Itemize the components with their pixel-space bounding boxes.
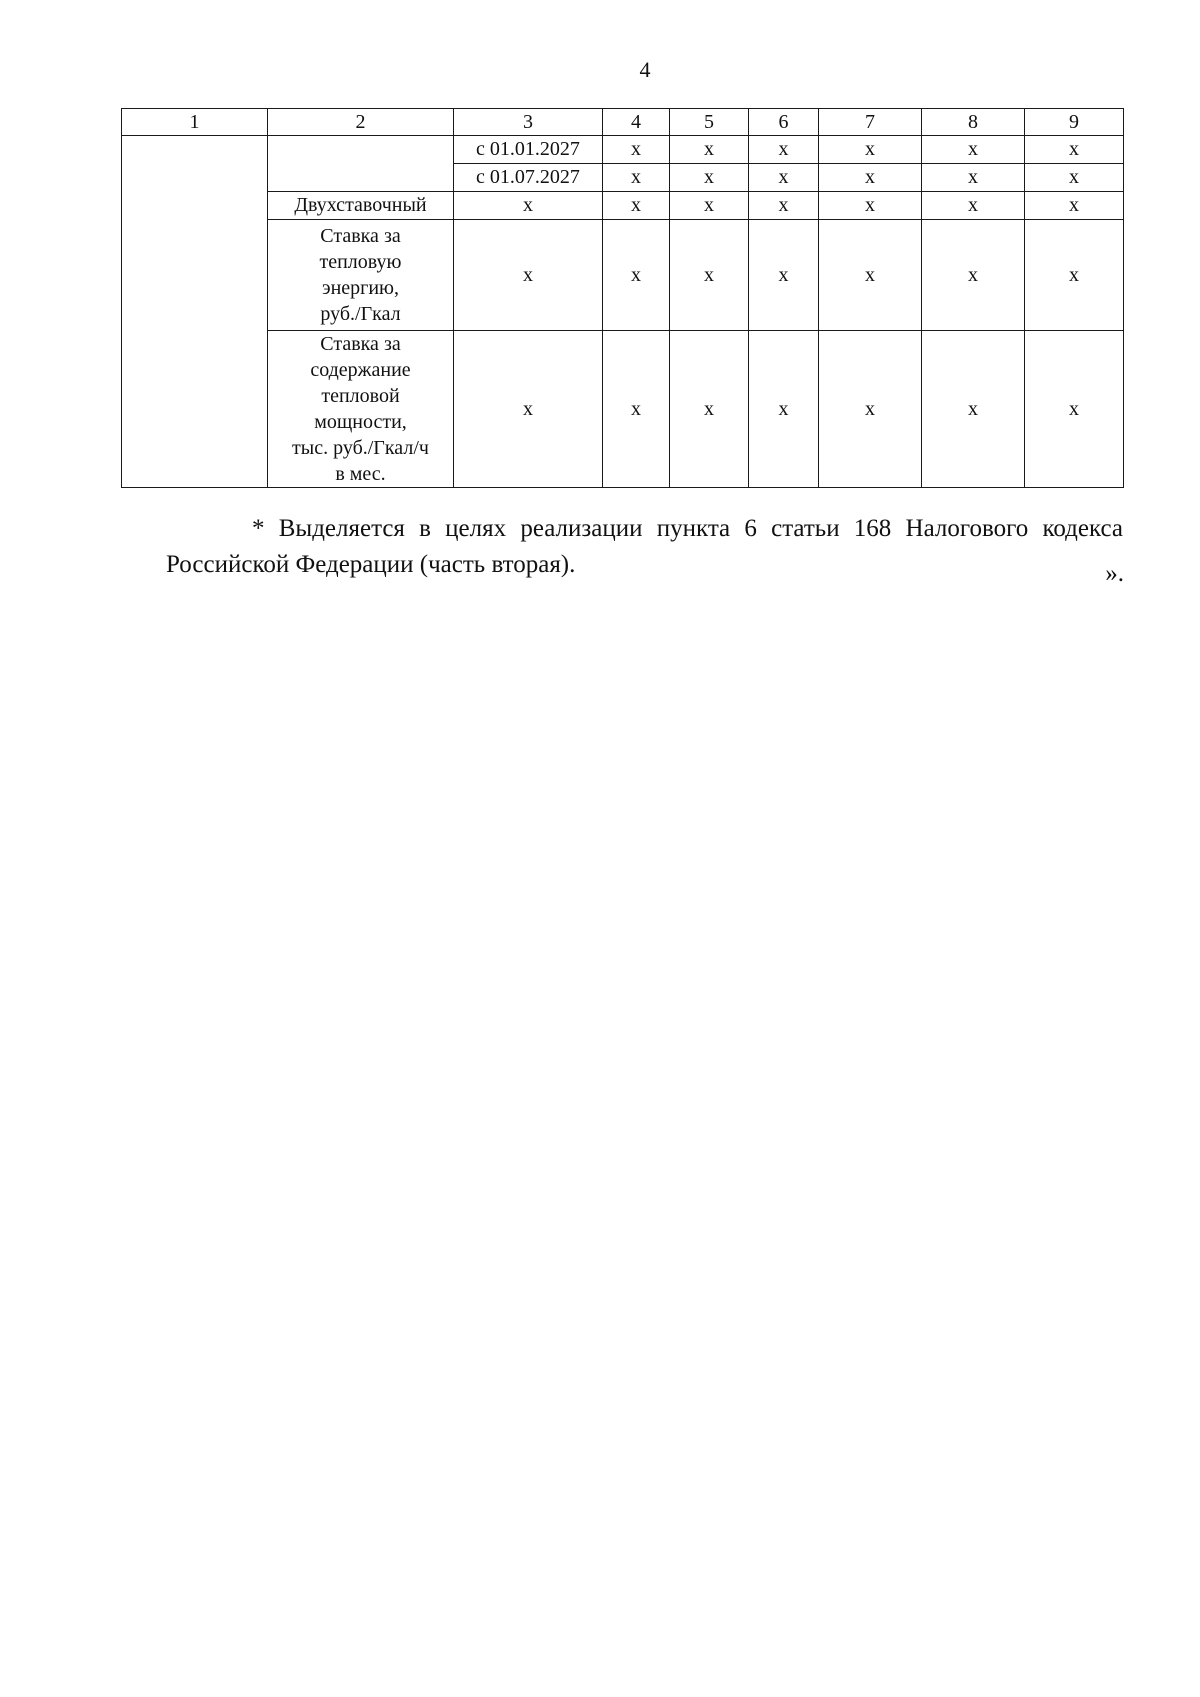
table-header-row xyxy=(122,109,1124,136)
table-cell-value: х xyxy=(749,331,819,488)
table-cell-value: х xyxy=(1025,136,1124,164)
footnote: * Выделяется в целях реализации пункта 6 статьи 168 Налогового кодекса Российской Федерации (часть вторая). xyxy=(166,515,1123,578)
table-cell-period: с 01.01.2027 xyxy=(454,136,603,164)
table-cell-value: х xyxy=(603,331,670,488)
column-header: 9 xyxy=(1025,109,1124,136)
column-header: 4 xyxy=(603,109,670,136)
table-row xyxy=(122,136,1124,164)
table-cell-value: х xyxy=(670,192,749,220)
column-header: 1 xyxy=(122,109,268,136)
table-cell-value: х xyxy=(819,136,922,164)
table-cell-value: х xyxy=(819,192,922,220)
table-cell-value: х xyxy=(603,220,670,331)
table-row xyxy=(122,192,1124,220)
column-header: 7 xyxy=(819,109,922,136)
table-cell-value: х xyxy=(1025,192,1124,220)
table-cell-period: х xyxy=(454,220,603,331)
table-cell-value: х xyxy=(603,192,670,220)
column-header: 6 xyxy=(749,109,819,136)
table-cell-value: х xyxy=(670,136,749,164)
table-cell-value: х xyxy=(922,164,1025,192)
column-header: 2 xyxy=(268,109,454,136)
table-cell-period: х xyxy=(454,192,603,220)
table-cell-value: х xyxy=(1025,220,1124,331)
table-cell-value: х xyxy=(670,164,749,192)
table-cell-value: х xyxy=(922,136,1025,164)
table-cell-value: х xyxy=(1025,331,1124,488)
closing-quote-mark: ». xyxy=(1105,560,1124,587)
column-header: 8 xyxy=(922,109,1025,136)
table-cell-value: х xyxy=(603,136,670,164)
tariff-table xyxy=(121,108,1124,488)
column-header: 3 xyxy=(454,109,603,136)
table-cell-value: х xyxy=(819,220,922,331)
table-cell-value: х xyxy=(603,164,670,192)
page-number: 4 xyxy=(639,57,651,82)
table-cell-category: Двухставочный xyxy=(268,192,454,220)
table-cell-value: х xyxy=(819,331,922,488)
table-cell-value: х xyxy=(670,331,749,488)
table-cell-value: х xyxy=(670,220,749,331)
table-cell-category: Ставка за содержание тепловой мощности, тыс. руб./Гкал/ч в мес. xyxy=(268,331,454,488)
table-cell-value: х xyxy=(749,164,819,192)
table-cell-value: х xyxy=(922,192,1025,220)
table-cell-category xyxy=(268,136,454,192)
table-cell-period: с 01.07.2027 xyxy=(454,164,603,192)
table-cell-period: х xyxy=(454,331,603,488)
table-cell-value: х xyxy=(749,192,819,220)
table-cell-value: х xyxy=(749,220,819,331)
table-cell-category: Ставка за тепловую энергию, руб./Гкал xyxy=(268,220,454,331)
table-cell-value: х xyxy=(922,220,1025,331)
table-cell-value: х xyxy=(749,136,819,164)
table-cell-value: х xyxy=(922,331,1025,488)
column-header: 5 xyxy=(670,109,749,136)
empty-cell-column-1 xyxy=(122,136,268,488)
table-row xyxy=(122,220,1124,331)
table-cell-value: х xyxy=(1025,164,1124,192)
table-row xyxy=(122,331,1124,488)
table-cell-value: х xyxy=(819,164,922,192)
